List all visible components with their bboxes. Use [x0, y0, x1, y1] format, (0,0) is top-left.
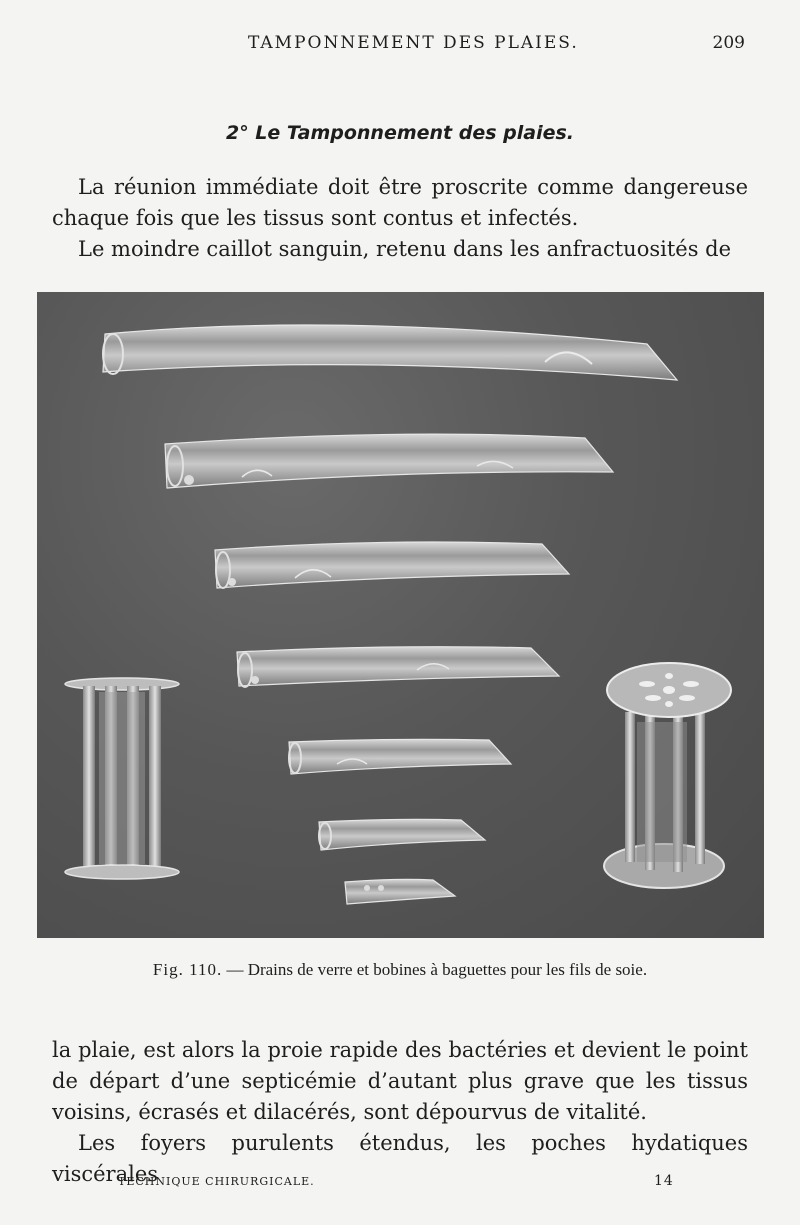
page-number: 209: [712, 33, 745, 53]
figure-caption: [0, 960, 800, 980]
glass-drain: [237, 647, 559, 687]
paragraph: la plaie, est alors la proie rapide des bactéries et devient le point de départ d’une septicémie d’autant plus grave que les tissus voisins, écrasés et dilacérés, sont dépourvus de vitalité.: [52, 1038, 748, 1124]
figure-label: Fig. 110.: [152, 960, 223, 979]
rod-spool-right: [604, 663, 731, 888]
paragraph: La réunion immédiate doit être proscrite comme dangereuse chaque fois que les tissus sont contus et infectés.: [52, 175, 748, 230]
glass-drain: [215, 542, 569, 588]
glass-drain: [319, 819, 485, 850]
footer-signature: 14: [654, 1173, 674, 1189]
running-title: TAMPONNEMENT DES PLAIES.: [248, 33, 579, 53]
glass-drain: [165, 434, 613, 488]
paragraph: Le moindre caillot sanguin, retenu dans les anfractuosités de: [78, 237, 732, 261]
page-footer: [0, 1175, 800, 1193]
footer-book-title: TECHNIQUE CHIRURGICALE.: [118, 1175, 315, 1188]
rod-spool-left: [65, 678, 179, 879]
glass-drain: [345, 879, 455, 904]
glass-drains-illustration: [37, 292, 764, 938]
running-head: [0, 33, 800, 55]
body-text-top: [52, 172, 748, 265]
body-text-bottom: [52, 1035, 748, 1190]
section-title: 2° Le Tamponnement des plaies.: [225, 122, 575, 144]
glass-drain: [289, 739, 511, 774]
figure-photograph: [37, 292, 764, 938]
paragraph: Les foyers purulents étendus, les poches hydatiques viscérales: [52, 1131, 748, 1186]
figure-caption-text: — Drains de verre et bobines à baguettes pour les fils de soie.: [226, 960, 648, 979]
glass-drain: [103, 325, 677, 380]
